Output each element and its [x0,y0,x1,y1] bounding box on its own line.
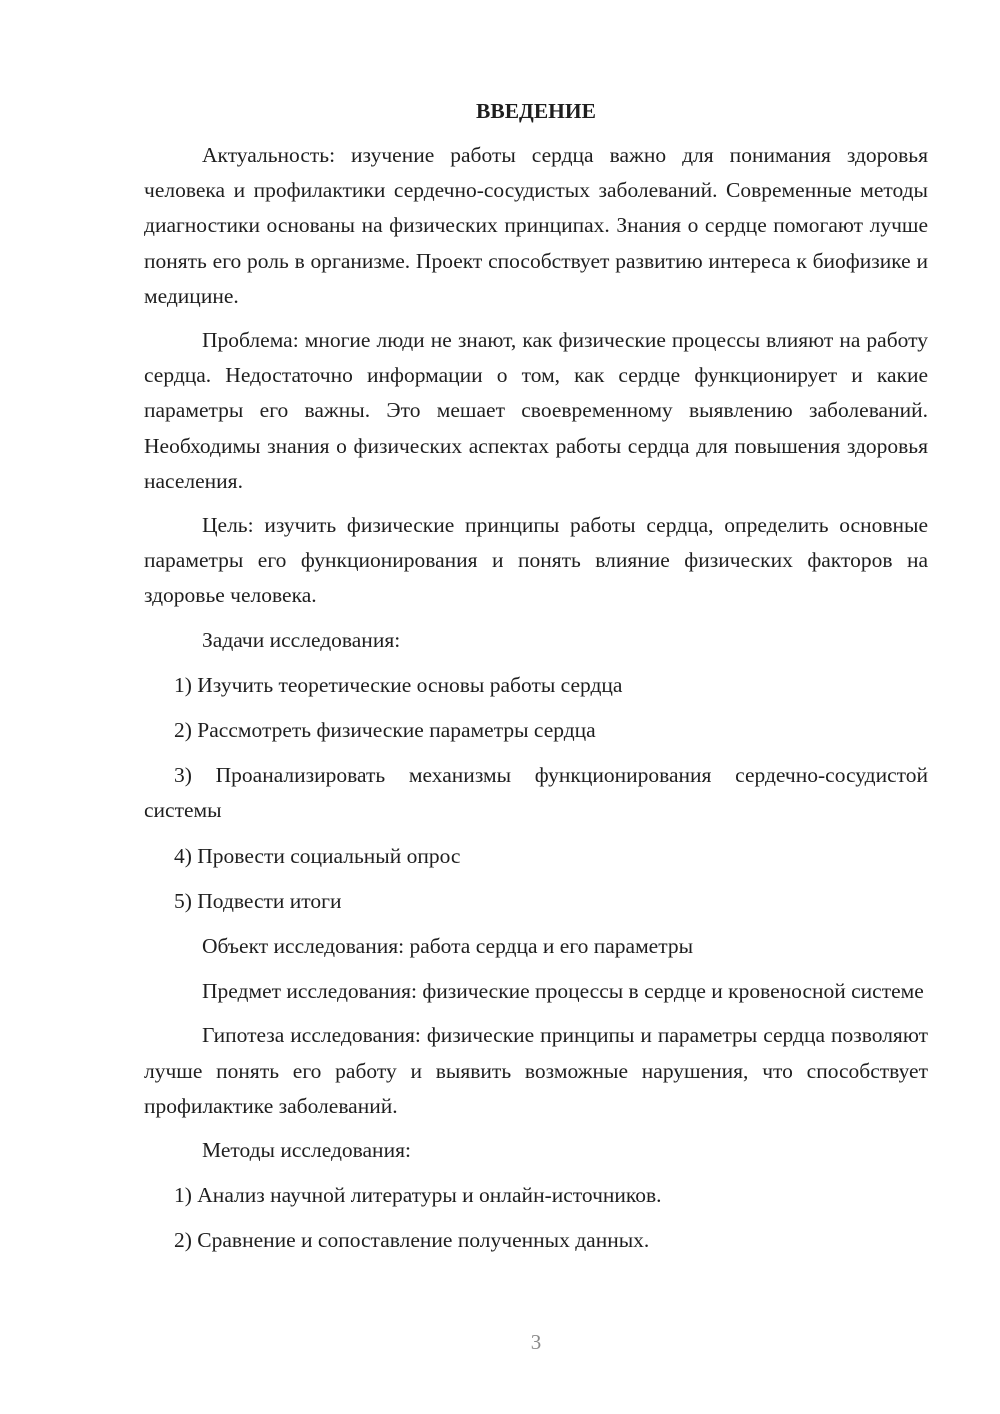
method-item: 1) Анализ научной литературы и онлайн-источников. [174,1183,662,1208]
method-item: 2) Сравнение и сопоставление полученных данных. [174,1228,650,1253]
section-title: ВВЕДЕНИЕ [476,99,596,123]
task-item: 5) Подвести итоги [174,888,342,913]
page-number: 3 [530,1330,542,1354]
methods-heading: Методы исследования: [202,1138,411,1163]
hypothesis-paragraph: Гипотеза исследования: физические принципы и параметры сердца позволяют лучше понять его работу и выявить возможные нарушения, что способствует профилактике заболеваний. [144,1023,928,1118]
task-item: 4) Провести социальный опрос [174,843,461,868]
tasks-heading: Задачи исследования: [202,627,401,652]
task-item: 2) Рассмотреть физические параметры сердца [174,718,596,743]
task-item: 3) Проанализировать механизмы функционирования сердечно-сосудистой системы [144,763,928,823]
problem-paragraph: Проблема: многие люди не знают, как физические процессы влияют на работу сердца. Недостаточно информации о том, как сердце функционирует и какие параметры его важны. Это мешает своевременному выявлению заболеваний. Необходимы знания о физических аспектах работы сердца для повышения здоровья населения. [144,328,928,493]
subject-paragraph: Предмет исследования: физические процессы в сердце и кровеносной системе [202,979,924,1004]
goal-paragraph: Цель: изучить физические принципы работы сердца, определить основные параметры его функционирования и понять влияние физических факторов на здоровье человека. [144,513,928,608]
task-item: 1) Изучить теоретические основы работы сердца [174,672,623,697]
object-line: Объект исследования: работа сердца и его параметры [202,934,694,959]
relevance-paragraph: Актуальность: изучение работы сердца важно для понимания здоровья человека и профилактики сердечно-сосудистых заболеваний. Современные методы диагностики основаны на физических принципах. Знания о сердце помогают лучше понять его роль в организме. Проект способствует развитию интереса к биофизике и медицине. [144,143,928,308]
page-content [144,96,928,1269]
